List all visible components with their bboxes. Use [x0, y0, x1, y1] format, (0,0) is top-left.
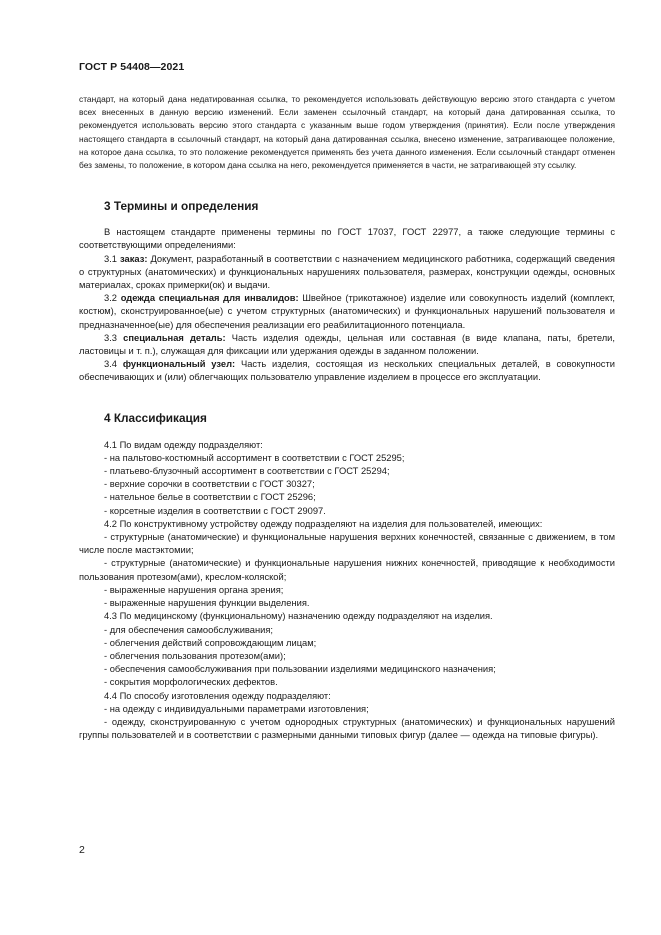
section-4-body: [79, 439, 615, 743]
list-item: - структурные (анатомические) и функциональные нарушения нижних конечностей, приводящие к необходимости пользования протезом(ами), креслом-коляской;: [79, 558, 615, 582]
term-3-1: [79, 253, 615, 293]
list-item: - корсетные изделия в соответствии с ГОСТ 29097.: [104, 505, 326, 516]
term-number: 3.4: [104, 359, 117, 370]
list-item: - одежду, сконструированную с учетом однородных структурных (анатомических) и функциональных нарушений группы пользователей и в соответствии с размерными данными типовых фигур (далее — одежда на типовые фигуры).: [79, 716, 615, 741]
term-name: функциональный узел:: [122, 359, 236, 370]
list-item: - верхние сорочки в соответствии с ГОСТ 30327;: [104, 479, 315, 490]
term-number: 3.3: [104, 332, 117, 343]
section-4-title: 4 Классификация: [104, 410, 207, 425]
term-number: 3.2: [104, 293, 117, 304]
term-3-4: [79, 358, 615, 384]
term-name: заказ:: [120, 253, 148, 264]
section-3-body: [79, 226, 615, 384]
term-definition: Документ, разработанный в соответствии с назначением медицинского работника, содержащий сведения о структурных (анатомических) и функциональных нарушениях пользователя, размерах, конструкции одежды, основных материалах, сроках примерки(ок) и выдачи.: [79, 253, 615, 291]
section-3-intro: В настоящем стандарте применены термины по ГОСТ 17037, ГОСТ 22977, а также следующие термины с соответствующими определениями:: [79, 227, 615, 251]
list-item: - выраженные нарушения функции выделения.: [104, 598, 310, 609]
page-content: [79, 93, 615, 742]
list-item: - для обеспечения самообслуживания;: [104, 624, 274, 635]
document-header: ГОСТ Р 54408—2021: [79, 61, 185, 73]
list-item: - нательное белье в соответствии с ГОСТ 25296;: [104, 492, 316, 503]
section-3-title: 3 Термины и определения: [104, 199, 259, 214]
term-name: специальная деталь:: [123, 332, 226, 343]
clause-4-4: 4.4 По способу изготовления одежду подразделяют:: [104, 690, 331, 701]
term-3-2: [79, 292, 615, 332]
list-item: - облегчения пользования протезом(ами);: [104, 650, 286, 661]
list-item: - платьево-блузочный ассортимент в соответствии с ГОСТ 25294;: [104, 466, 390, 477]
clause-4-3: 4.3 По медицинскому (функциональному) назначению одежду подразделяют на изделия.: [104, 611, 493, 622]
page-number: 2: [79, 844, 85, 856]
list-item: - на одежду с индивидуальными параметрами изготовления;: [104, 703, 369, 714]
clause-4-1: 4.1 По видам одежду подразделяют:: [104, 439, 263, 450]
term-number: 3.1: [104, 253, 117, 264]
list-item: - выраженные нарушения органа зрения;: [104, 584, 284, 595]
list-item: - облегчения действий сопровождающим лицам;: [104, 637, 317, 648]
list-item: - структурные (анатомические) и функциональные нарушения верхних конечностей, связанные с движением, в том числе после мастэктомии;: [79, 532, 615, 556]
term-3-3: [79, 332, 615, 358]
list-item: - на пальтово-костюмный ассортимент в соответствии с ГОСТ 25295;: [104, 452, 405, 463]
term-definition: Часть изделия, состоящая из нескольких специальных деталей, в совокупности обеспечивающих и (или) облегчающих пользователю управление изделием в процессе его эксплуатации.: [79, 359, 615, 383]
clause-4-2: 4.2 По конструктивному устройству одежду подразделяют на изделия для пользователей, имеющих:: [104, 518, 543, 529]
term-definition: Швейное (трикотажное) изделие или совокупность изделий (комплект, костюм), сконструированное(ые) с учетом структурных (анатомических) и функциональных нарушений пользователя и предназначенное(ые) для обеспечения реализации его реабилитационного потенциала.: [79, 293, 615, 330]
term-definition: Часть изделия одежды, цельная или составная (в виде клапана, паты, бретели, ластовицы и т. п.), служащая для фиксации или удержания одежды в заданном положении.: [79, 332, 615, 357]
list-item: - обеспечения самообслуживания при пользовании изделиями медицинского назначения;: [104, 664, 496, 675]
list-item: - сокрытия морфологических дефектов.: [104, 677, 278, 688]
intro-paragraph: стандарт, на который дана недатированная ссылка, то рекомендуется использовать действующую версию этого стандарта с учетом всех внесенных в данную версию изменений. Если заменен ссылочный стандарт, на который дана датированная ссылка, то рекомендуется использовать версию этого стандарта с указанным выше годом утверждения (принятия). Если после утверждения настоящего стандарта в ссылочный стандарт, на который дана датированная ссылка, внесено изменение, затрагивающее положение, на которое дана ссылка, то это положение рекомендуется применять без учета данного изменения. Если ссылочный стандарт отменен без замены, то положение, в котором дана ссылка на него, рекомендуется применяется в части, не затрагивающей эту ссылку.: [79, 94, 615, 171]
term-name: одежда специальная для инвалидов:: [120, 293, 299, 304]
intro-block: [79, 93, 615, 172]
